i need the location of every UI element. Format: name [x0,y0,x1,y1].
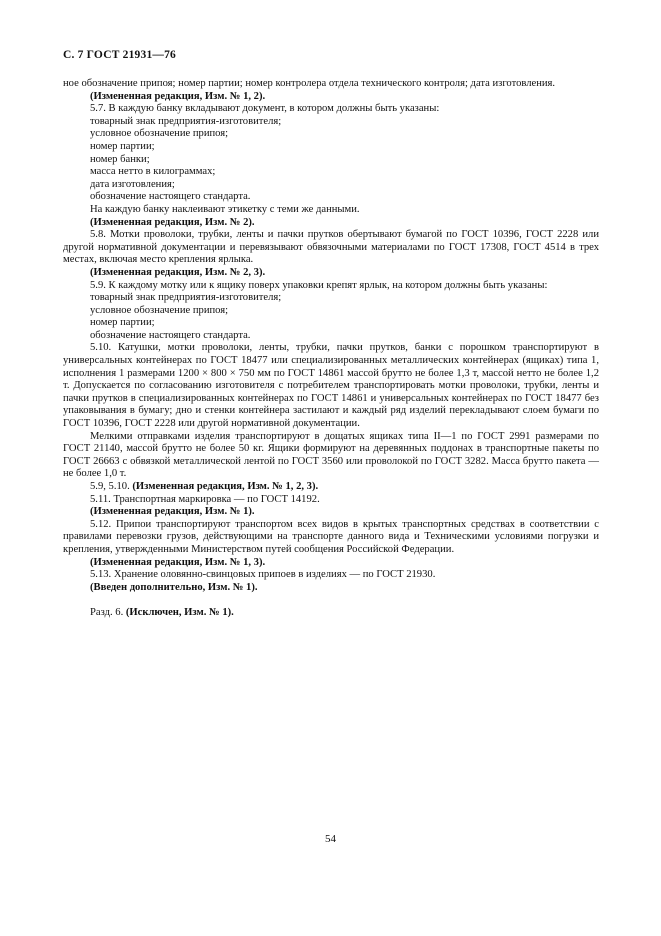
page-number: 54 [325,833,336,845]
amendment-note: (Измененная редакция, Изм. № 2, 3). [90,266,266,278]
amendment-note: (Введен дополнительно, Изм. № 1). [90,581,258,593]
clause-5-11: 5.11. Транспортная маркировка — по ГОСТ 14192. [90,493,320,505]
clause-5-8: 5.8. Мотки проволоки, трубки, ленты и пачки прутков обертывают бумагой по ГОСТ 10396, ГОСТ 2228 или другой нормативной документации и перевязывают обвязочными материалами по ГОСТ 17308, ГОСТ 4514 в трех местах, включая место крепления ярлыка. [63,229,599,266]
list-item: номер партии; [90,140,155,152]
amendment-note: (Измененная редакция, Изм. № 1, 2, 3). [132,481,319,492]
section-ref: Разд. 6. [90,607,124,619]
paragraph: На каждую банку наклеивают этикетку с теми же данными. [90,203,360,215]
amendment-note: (Исключен, Изм. № 1). [125,607,234,619]
list-item: номер партии; [90,317,155,329]
amendment-note: (Измененная редакция, Изм. № 2). [90,216,255,228]
list-item: условное обозначение припоя; [90,304,229,316]
clause-ref: 5.9, 5.10. [90,481,130,492]
section-6-note [63,607,599,620]
list-item: номер банки; [90,153,150,165]
list-item: обозначение настоящего стандарта. [90,191,251,203]
list-item: товарный знак предприятия-изготовителя; [90,292,282,304]
list-item: обозначение настоящего стандарта. [90,329,251,341]
page-header: С. 7 ГОСТ 21931—76 [63,49,176,61]
list-item: масса нетто в килограммах; [90,166,216,178]
clause-5-9: 5.9. К каждому мотку или к ящику поверх упаковки крепят ярлык, на котором должны быть указаны: [90,279,548,291]
spacer [63,594,599,607]
amendment-note: (Измененная редакция, Изм. № 1, 3). [90,556,266,568]
document-body [63,78,599,620]
paragraph: Мелкими отправками изделия транспортируют в дощатых ящиках типа II—1 по ГОСТ 2991 размерами по ГОСТ 21140, массой брутто не более 50 кг. Ящики формируют на деревянных поддонах в транспортные пакеты по ГОСТ 26663 с обвязкой металлической лентой по ГОСТ 3560 или проволокой по ГОСТ 3282. Масса брутто пакета — не более 1,0 т. [63,430,599,480]
clause-5-10: 5.10. Катушки, мотки проволоки, ленты, трубки, пачки прутков, банки с порошком транспортируют в универсальных контейнерах по ГОСТ 18477 или специализированных металлических контейнерах (ящиках) типа 1, исполнения 1 размерами 1200 × 800 × 750 мм по ГОСТ 14861 массой брутто не более 1,3 т, массой нетто не более 1,2 т. Допускается по согласованию изготовителя с потребителем транспортировать мотки проволоки, трубки, ленты и пачки прутков в специализированных контейнерах по ГОСТ 14861 и универсальных контейнерах по ГОСТ 18477 без упаковывания в бумагу; дно и стенки контейнера застилают и каждый ряд изделий перекладывают слоем бумаги по ГОСТ 10396, ГОСТ 2228 или другой нормативной документации. [63,342,599,430]
clause-5-12: 5.12. Припои транспортируют транспортом всех видов в крытых транспортных средствах в соответствии с правилами перевозки грузов, действующими на транспорте данного вида и Техническими условиями погрузки и крепления, утвержденными Министерством путей сообщения Российской Федерации. [63,518,599,555]
paragraph-continuation: ное обозначение припоя; номер партии; номер контролера отдела технического контроля; дата изготовления. [63,78,556,89]
clause-5-7: 5.7. В каждую банку вкладывают документ, в котором должны быть указаны: [90,103,440,115]
amendment-note: (Измененная редакция, Изм. № 1, 2). [90,90,266,102]
amendment-line [63,481,599,494]
amendment-note: (Измененная редакция, Изм. № 1). [90,506,255,518]
list-item: дата изготовления; [90,178,175,190]
list-item: товарный знак предприятия-изготовителя; [90,115,282,127]
list-item: условное обозначение припоя; [90,128,229,140]
clause-5-13: 5.13. Хранение оловянно-свинцовых припоев в изделиях — по ГОСТ 21930. [90,569,436,581]
